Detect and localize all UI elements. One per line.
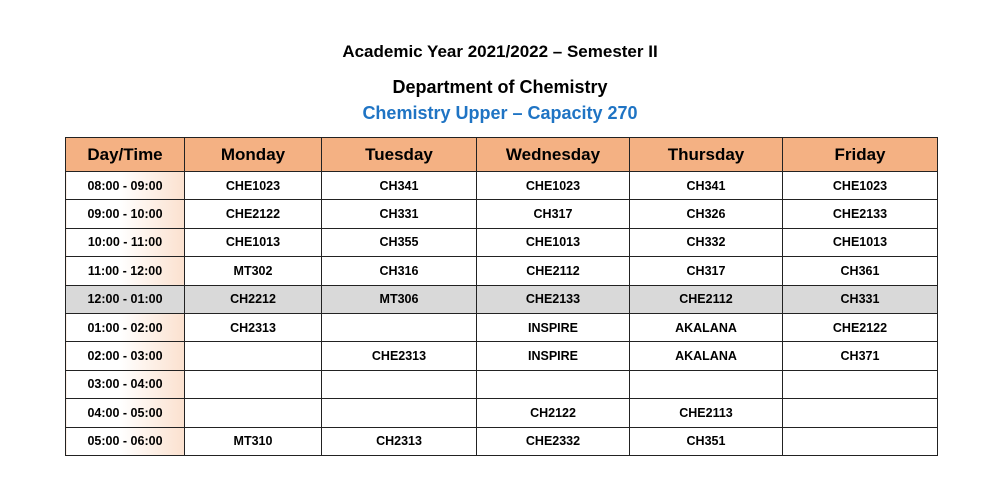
table-cell: CHE2122 <box>185 200 322 228</box>
table-cell: CH2313 <box>322 427 477 455</box>
table-cell: CHE2112 <box>630 285 783 313</box>
table-cell: CH2212 <box>185 285 322 313</box>
table-cell: CHE1013 <box>477 228 630 256</box>
department-title: Department of Chemistry <box>392 77 608 97</box>
time-slot: 04:00 - 05:00 <box>66 399 185 427</box>
table-cell <box>477 370 630 398</box>
table-row <box>66 313 938 341</box>
column-header-thursday: Thursday <box>630 138 783 172</box>
table-cell: CH2313 <box>185 313 322 341</box>
table-cell <box>185 370 322 398</box>
table-cell: CHE1023 <box>477 172 630 200</box>
table-cell: CH341 <box>630 172 783 200</box>
table-row <box>66 342 938 370</box>
table-cell: MT310 <box>185 427 322 455</box>
time-slot: 09:00 - 10:00 <box>66 200 185 228</box>
table-cell: CH317 <box>477 200 630 228</box>
table-cell: CH316 <box>322 257 477 285</box>
table-cell: CH351 <box>630 427 783 455</box>
table-cell <box>322 313 477 341</box>
table-cell: CHE1023 <box>185 172 322 200</box>
table-cell: CHE2133 <box>783 200 938 228</box>
table-cell <box>322 370 477 398</box>
time-slot: 03:00 - 04:00 <box>66 370 185 398</box>
table-cell: CH326 <box>630 200 783 228</box>
table-cell: CH355 <box>322 228 477 256</box>
table-cell: CHE2133 <box>477 285 630 313</box>
table-cell: CHE1013 <box>783 228 938 256</box>
timetable-header-row <box>66 138 938 172</box>
table-cell: CH332 <box>630 228 783 256</box>
column-header-daytime: Day/Time <box>66 138 185 172</box>
table-cell: CHE2112 <box>477 257 630 285</box>
table-row <box>66 200 938 228</box>
time-slot: 02:00 - 03:00 <box>66 342 185 370</box>
table-cell <box>185 342 322 370</box>
table-cell: CHE1023 <box>783 172 938 200</box>
table-row <box>66 427 938 455</box>
table-cell <box>783 370 938 398</box>
table-row <box>66 228 938 256</box>
table-cell: INSPIRE <box>477 313 630 341</box>
table-cell: MT302 <box>185 257 322 285</box>
table-cell: CH361 <box>783 257 938 285</box>
time-slot: 08:00 - 09:00 <box>66 172 185 200</box>
table-cell: CH341 <box>322 172 477 200</box>
table-cell: CHE2313 <box>322 342 477 370</box>
time-slot: 12:00 - 01:00 <box>66 285 185 313</box>
academic-year-title: Academic Year 2021/2022 – Semester II <box>342 42 658 61</box>
table-cell: CH317 <box>630 257 783 285</box>
column-header-wednesday: Wednesday <box>477 138 630 172</box>
table-cell: CH331 <box>322 200 477 228</box>
column-header-tuesday: Tuesday <box>322 138 477 172</box>
table-cell: CHE1013 <box>185 228 322 256</box>
table-cell <box>322 399 477 427</box>
table-row-highlighted <box>66 285 938 313</box>
time-slot: 11:00 - 12:00 <box>66 257 185 285</box>
column-header-friday: Friday <box>783 138 938 172</box>
table-cell: INSPIRE <box>477 342 630 370</box>
table-cell: CH2122 <box>477 399 630 427</box>
table-cell: AKALANA <box>630 342 783 370</box>
table-cell: AKALANA <box>630 313 783 341</box>
table-cell <box>185 399 322 427</box>
table-cell <box>783 399 938 427</box>
time-slot: 05:00 - 06:00 <box>66 427 185 455</box>
table-cell: MT306 <box>322 285 477 313</box>
timetable <box>65 137 938 456</box>
time-slot: 10:00 - 11:00 <box>66 228 185 256</box>
room-capacity-subtitle: Chemistry Upper – Capacity 270 <box>362 103 638 123</box>
table-cell <box>783 427 938 455</box>
table-cell: CHE2332 <box>477 427 630 455</box>
column-header-monday: Monday <box>185 138 322 172</box>
table-row <box>66 257 938 285</box>
table-row <box>66 172 938 200</box>
table-row <box>66 399 938 427</box>
table-cell: CHE2122 <box>783 313 938 341</box>
time-slot: 01:00 - 02:00 <box>66 313 185 341</box>
table-cell: CH371 <box>783 342 938 370</box>
table-cell: CH331 <box>783 285 938 313</box>
table-row <box>66 370 938 398</box>
table-cell: CHE2113 <box>630 399 783 427</box>
table-cell <box>630 370 783 398</box>
